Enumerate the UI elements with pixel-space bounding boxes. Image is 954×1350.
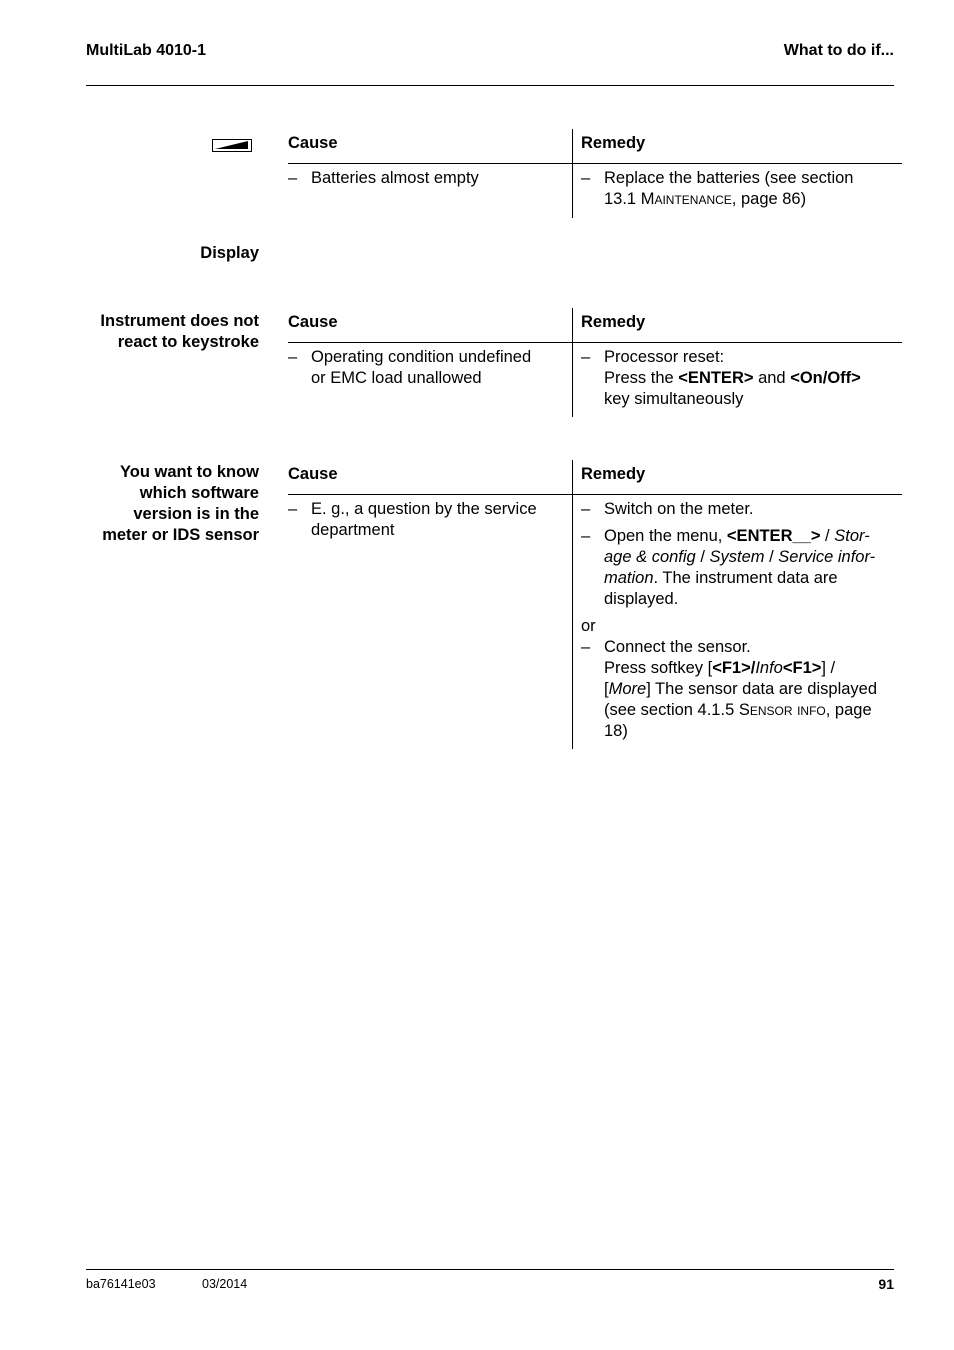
column-divider <box>572 460 573 749</box>
remedy-header: Remedy <box>581 465 646 483</box>
header-title: MultiLab 4010-1 <box>86 42 207 59</box>
list-item: – Switch on the meter. <box>581 500 754 518</box>
cause-cell: – Batteries almost empty <box>288 169 479 187</box>
cause-cell: – Operating condition undefined or EMC load unallowed <box>288 348 532 387</box>
column-divider <box>572 129 573 218</box>
cause-header: Cause <box>288 134 338 152</box>
remedy-text: Replace the batteries (see section <box>604 169 854 187</box>
page-number: 91 <box>878 1276 894 1292</box>
section-label-software: You want to know which software version is in the meter or IDS sensor <box>102 463 259 544</box>
footer-date: 03/2014 <box>202 1277 248 1291</box>
remedy-cell <box>581 499 901 742</box>
table-header <box>288 308 902 343</box>
remedy-header: Remedy <box>581 313 646 331</box>
battery-table <box>288 129 902 208</box>
cause-header: Cause <box>288 313 338 331</box>
header-rule <box>86 85 894 86</box>
software-table <box>288 460 902 740</box>
f1-key: <F1> <box>712 659 751 677</box>
maintenance-ref: Maintenance <box>640 190 732 208</box>
list-item: – Open the menu, <ENTER__> / Stor- age & config / System / Service infor- mation. The instrument data are displayed. <box>581 527 876 608</box>
cause-header: Cause <box>288 465 338 483</box>
table-header <box>288 460 902 495</box>
footer-doc-id: ba76141e03 <box>86 1277 156 1291</box>
or-text: or <box>581 617 596 635</box>
section-label-keystroke: Instrument does not react to keystroke <box>100 312 259 351</box>
battery-low-icon <box>212 139 252 152</box>
header-section: What to do if... <box>783 42 894 59</box>
enter-key: <ENTER> <box>678 369 754 387</box>
enter-key: <ENTER__> <box>726 527 821 545</box>
footer-rule <box>86 1269 894 1270</box>
cause-cell: – E. g., a question by the service department <box>288 500 537 539</box>
column-divider <box>572 308 573 417</box>
remedy-header: Remedy <box>581 134 646 152</box>
keystroke-table <box>288 308 902 408</box>
display-heading: Display <box>200 244 259 262</box>
table-header <box>288 129 902 164</box>
on-off-key: <On/Off> <box>790 369 861 387</box>
remedy-cell: – Replace the batteries (see section 13.1 Maintenance, page 86) <box>581 169 854 208</box>
remedy-cell: – Processor reset: Press the <ENTER> and <On/Off> key simultaneously <box>581 348 861 408</box>
cause-text: Batteries almost empty <box>311 169 479 187</box>
sensor-info-ref: Sensor info <box>738 701 826 719</box>
list-item: – Connect the sensor. Press softkey [<F1>/Info<F1>] / [More] The sensor data are displayed (see section 4.1.5 Sensor info, page 18) <box>581 638 878 740</box>
